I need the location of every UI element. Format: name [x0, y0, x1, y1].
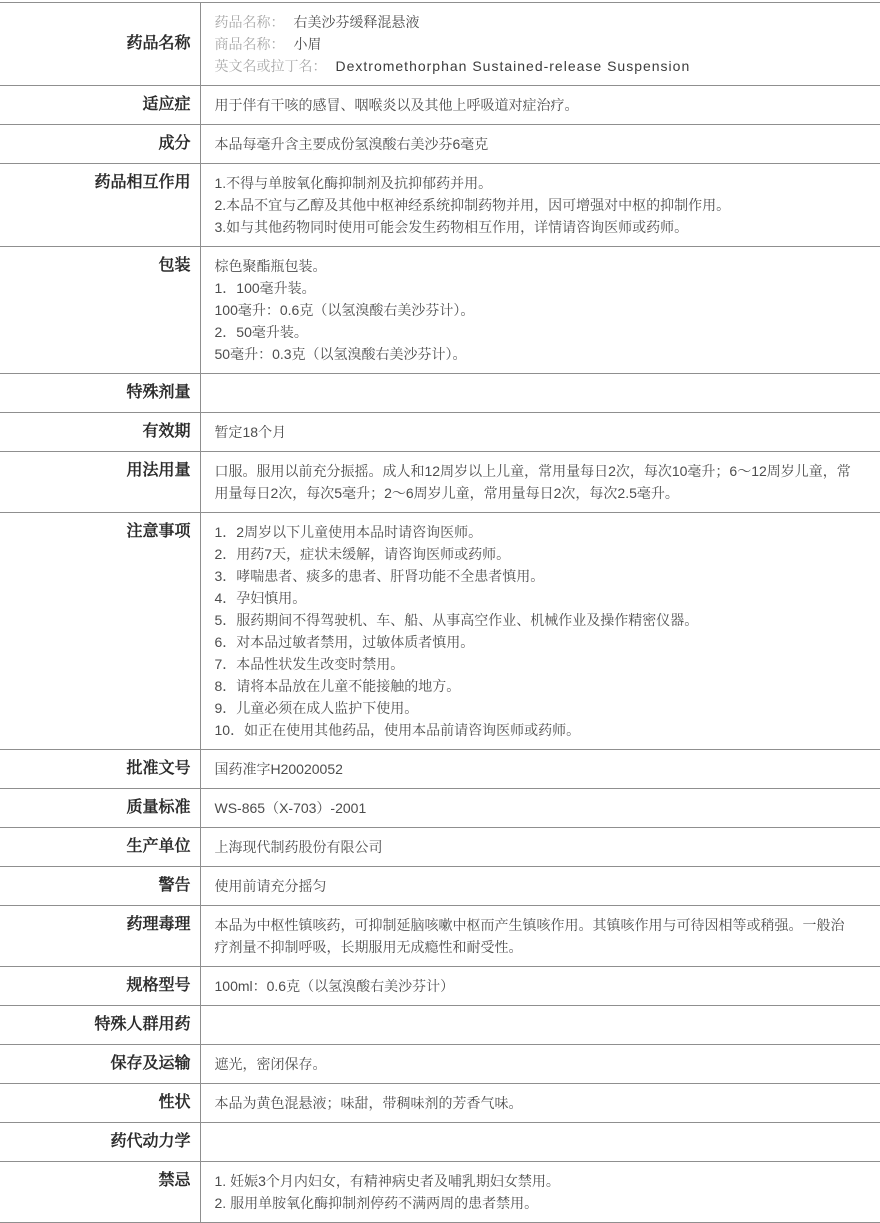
table-row — [0, 789, 880, 828]
table-row — [0, 867, 880, 906]
row-content — [200, 906, 880, 967]
row-label: 包装 — [0, 247, 200, 374]
content-line: 上海现代制药股份有限公司 — [214, 839, 383, 855]
field-key: 药品名称： — [214, 14, 285, 30]
row-content — [200, 1123, 880, 1162]
row-content — [200, 1162, 880, 1223]
row-content — [200, 513, 880, 750]
content-line: 本品为黄色混悬液；味甜，带稠味剂的芳香气味。 — [214, 1095, 523, 1111]
table-row — [0, 1084, 880, 1123]
content-line: 2．用药7天，症状未缓解，请咨询医师或药师。 — [214, 546, 511, 562]
content-line: 遮光，密闭保存。 — [214, 1056, 327, 1072]
row-label: 禁忌 — [0, 1162, 200, 1223]
row-label: 药品名称 — [0, 3, 200, 86]
table-row — [0, 750, 880, 789]
row-label: 特殊人群用药 — [0, 1006, 200, 1045]
content-line: 本品为中枢性镇咳药，可抑制延脑咳嗽中枢而产生镇咳作用。其镇咳作用与可待因相等或稍强。一般治疗剂量不抑制呼吸，长期服用无成瘾性和耐受性。 — [214, 917, 845, 955]
content-line — [215, 11, 857, 33]
content-line: WS-865（X-703）-2001 — [214, 800, 367, 816]
content-line: 100毫升：0.6克（以氢溴酸右美沙芬计）。 — [214, 302, 475, 318]
row-label: 生产单位 — [0, 828, 200, 867]
row-label: 药理毒理 — [0, 906, 200, 967]
field-value: Dextromethorphan Sustained-release Suspension — [335, 58, 691, 74]
content-line: 7．本品性状发生改变时禁用。 — [214, 656, 405, 672]
row-label: 注意事项 — [0, 513, 200, 750]
row-label: 性状 — [0, 1084, 200, 1123]
row-content — [200, 828, 880, 867]
row-content — [200, 789, 880, 828]
row-content — [200, 374, 880, 413]
field-value: 右美沙芬缓释混悬液 — [293, 14, 420, 30]
drug-info-page — [0, 2, 880, 1223]
table-row — [0, 125, 880, 164]
row-content — [200, 3, 880, 86]
row-content — [200, 1045, 880, 1084]
content-line — [215, 33, 857, 55]
content-line: 2.本品不宜与乙醇及其他中枢神经系统抑制药物并用，因可增强对中枢的抑制作用。 — [214, 197, 731, 213]
content-line: 国药准字H20020052 — [214, 761, 343, 777]
content-line: 8．请将本品放在儿童不能接触的地方。 — [214, 678, 461, 694]
row-content — [200, 164, 880, 247]
row-label: 规格型号 — [0, 967, 200, 1006]
table-row — [0, 3, 880, 86]
field-value: 小眉 — [293, 36, 322, 52]
field-key: 商品名称： — [214, 36, 285, 52]
content-line: 1．2周岁以下儿童使用本品时请咨询医师。 — [214, 524, 483, 540]
table-row — [0, 967, 880, 1006]
drug-info-table — [0, 2, 880, 1223]
content-line: 棕色聚酯瓶包装。 — [214, 258, 327, 274]
content-line: 3．哮喘患者、痰多的患者、肝肾功能不全患者慎用。 — [214, 568, 545, 584]
row-content — [200, 967, 880, 1006]
content-line — [215, 55, 857, 77]
row-label: 适应症 — [0, 86, 200, 125]
table-row — [0, 374, 880, 413]
row-label: 有效期 — [0, 413, 200, 452]
row-content — [200, 247, 880, 374]
content-line: 口服。服用以前充分振摇。成人和12周岁以上儿童，常用量每日2次，每次10毫升；6～12周岁儿童，常用量每日2次，每次5毫升；2～6周岁儿童，常用量每日2次，每次2.5毫升。 — [214, 463, 851, 501]
table-row — [0, 828, 880, 867]
row-label: 警告 — [0, 867, 200, 906]
row-label: 质量标准 — [0, 789, 200, 828]
table-row — [0, 906, 880, 967]
table-row — [0, 1006, 880, 1045]
content-line: 2．50毫升装。 — [214, 324, 308, 340]
content-line: 50毫升：0.3克（以氢溴酸右美沙芬计）。 — [214, 346, 467, 362]
content-line: 3.如与其他药物同时使用可能会发生药物相互作用，详情请咨询医师或药师。 — [214, 219, 689, 235]
row-label: 成分 — [0, 125, 200, 164]
row-content — [200, 1084, 880, 1123]
content-line: 100ml：0.6克（以氢溴酸右美沙芬计） — [214, 978, 455, 994]
row-label: 药品相互作用 — [0, 164, 200, 247]
row-label: 特殊剂量 — [0, 374, 200, 413]
content-line: 1．100毫升装。 — [214, 280, 316, 296]
content-line: 使用前请充分摇匀 — [214, 878, 327, 894]
row-label: 用法用量 — [0, 452, 200, 513]
table-row — [0, 1123, 880, 1162]
row-content — [200, 86, 880, 125]
content-line: 1. 妊娠3个月内妇女，有精神病史者及哺乳期妇女禁用。 — [214, 1173, 560, 1189]
table-row — [0, 86, 880, 125]
row-content — [200, 867, 880, 906]
row-content — [200, 413, 880, 452]
content-line: 暂定18个月 — [214, 424, 287, 440]
content-line: 1.不得与单胺氧化酶抑制剂及抗抑郁药并用。 — [214, 175, 493, 191]
row-label: 药代动力学 — [0, 1123, 200, 1162]
content-line: 4．孕妇慎用。 — [214, 590, 307, 606]
row-label: 保存及运输 — [0, 1045, 200, 1084]
table-row — [0, 1045, 880, 1084]
content-line: 用于伴有干咳的感冒、咽喉炎以及其他上呼吸道对症治疗。 — [214, 97, 579, 113]
row-content — [200, 1006, 880, 1045]
row-label: 批准文号 — [0, 750, 200, 789]
table-row — [0, 164, 880, 247]
table-row — [0, 513, 880, 750]
content-line: 6．对本品过敏者禁用，过敏体质者慎用。 — [214, 634, 475, 650]
row-content — [200, 125, 880, 164]
row-content — [200, 750, 880, 789]
table-row — [0, 1162, 880, 1223]
content-line: 5．服药期间不得驾驶机、车、船、从事高空作业、机械作业及操作精密仪器。 — [214, 612, 699, 628]
table-row — [0, 452, 880, 513]
drug-info-table-body — [0, 3, 880, 1223]
row-content — [200, 452, 880, 513]
content-line: 本品每毫升含主要成份氢溴酸右美沙芬6毫克 — [214, 136, 489, 152]
table-row — [0, 247, 880, 374]
content-line: 2. 服用单胺氧化酶抑制剂停药不满两周的患者禁用。 — [214, 1195, 539, 1211]
content-line: 9．儿童必须在成人监护下使用。 — [214, 700, 419, 716]
content-line: 10．如正在使用其他药品，使用本品前请咨询医师或药师。 — [214, 722, 581, 738]
table-row — [0, 413, 880, 452]
field-key: 英文名或拉丁名： — [214, 58, 327, 74]
